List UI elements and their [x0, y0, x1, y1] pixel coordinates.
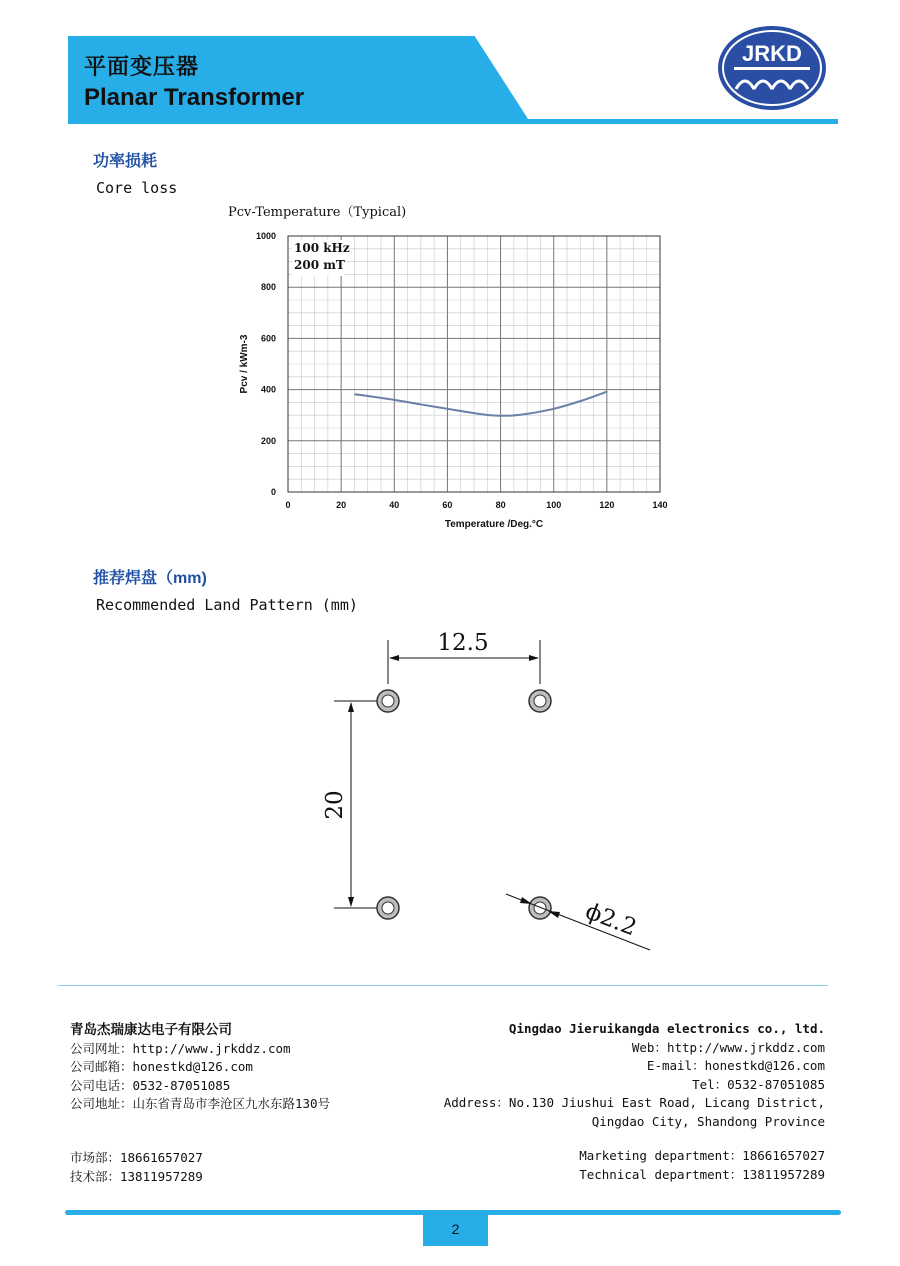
chart-y-ticks	[256, 231, 276, 497]
dim-diameter-arrow-2	[548, 911, 560, 918]
dim-width-label: 12.5	[437, 630, 489, 656]
address-en-line2: Qingdao City, Shandong Province	[591, 1113, 825, 1129]
x-tick-label: 120	[599, 500, 615, 510]
x-tick-label: 0	[285, 500, 291, 510]
x-tick-label: 140	[652, 500, 668, 510]
x-tick-label: 80	[495, 500, 506, 510]
y-tick-label: 200	[260, 435, 276, 446]
footer-rule	[58, 985, 828, 986]
technical-en: Technical department：13811957289	[579, 1166, 825, 1182]
pad-bottom-left	[377, 897, 399, 919]
y-tick-label: 600	[260, 333, 276, 344]
page-title-en: Planar Transformer	[84, 84, 305, 111]
dim-diameter-arrow-1	[520, 897, 532, 904]
footer-departments-cn	[70, 1149, 203, 1186]
core-loss-heading-cn: 功率损耗	[93, 153, 158, 170]
dim-diameter-label: ϕ2.2	[581, 898, 640, 942]
logo-text: JRKD	[742, 41, 802, 66]
footer-contact-cn	[70, 1021, 330, 1114]
chart-annotation-freq: 100 kHz	[294, 241, 350, 255]
dim-arrow-left	[389, 655, 399, 661]
tel-en: Tel：0532-87051085	[692, 1076, 825, 1092]
chart-x-ticks	[285, 500, 667, 510]
company-name-cn: 青岛杰瑞康达电子有限公司	[70, 1022, 232, 1038]
x-tick-label: 60	[442, 500, 453, 510]
core-loss-chart	[220, 198, 690, 538]
website-cn: 公司网址：http://www.jrkddz.com	[70, 1040, 291, 1056]
chart-x-axis-label: Temperature /Deg.°C	[444, 519, 544, 530]
land-pattern-drawing	[300, 620, 680, 960]
dim-arrow-right	[529, 655, 539, 661]
chart-annotation-flux: 200 mT	[294, 258, 345, 272]
email-cn: 公司邮箱：honestkd@126.com	[70, 1059, 253, 1074]
chart-series-line	[354, 392, 606, 416]
chart-y-axis-label: Pcv / kWm-3	[239, 334, 250, 394]
dim-height-label: 20	[322, 790, 348, 820]
marketing-cn: 市场部：18661657027	[70, 1150, 203, 1165]
y-tick-label: 0	[270, 487, 276, 497]
page-number: 2	[423, 1213, 488, 1246]
land-pattern-heading-en: Recommended Land Pattern (mm)	[96, 596, 358, 614]
website-en: Web：http://www.jrkddz.com	[631, 1039, 825, 1055]
footer-departments-en	[579, 1147, 825, 1184]
x-tick-label: 40	[389, 500, 400, 510]
pad-top-right	[529, 690, 551, 712]
core-loss-heading-en: Core loss	[96, 179, 178, 197]
jrkd-logo	[716, 25, 828, 111]
y-tick-label: 800	[260, 282, 276, 293]
x-tick-label: 100	[546, 500, 562, 510]
email-en: E-mail：honestkd@126.com	[646, 1058, 825, 1073]
pad-bottom-right	[529, 897, 551, 919]
y-tick-label: 1000	[255, 231, 276, 241]
company-name-en: Qingdao Jieruikangda electronics co., ltd.	[508, 1021, 825, 1036]
x-tick-label: 20	[336, 500, 347, 510]
pad-top-left	[377, 690, 399, 712]
marketing-en: Marketing department：18661657027	[579, 1148, 825, 1163]
header-rule	[68, 119, 838, 124]
tel-cn: 公司电话：0532-87051085	[70, 1077, 231, 1093]
technical-cn: 技术部：13811957289	[70, 1168, 203, 1184]
chart-title: Pcv-Temperature（Typical)	[228, 205, 407, 220]
dim-arrow-top	[348, 702, 354, 712]
page-title-cn: 平面变压器	[84, 54, 200, 79]
footer-contact-en	[444, 1020, 825, 1131]
address-cn: 公司地址：山东省青岛市李沧区九水东路130号	[70, 1096, 331, 1111]
land-pattern-heading-cn: 推荐焊盘（mm)	[93, 570, 207, 587]
y-tick-label: 400	[260, 384, 276, 395]
address-en-line1: Address：No.130 Jiushui East Road, Licang District,	[443, 1095, 825, 1110]
dim-arrow-bottom	[348, 897, 354, 907]
